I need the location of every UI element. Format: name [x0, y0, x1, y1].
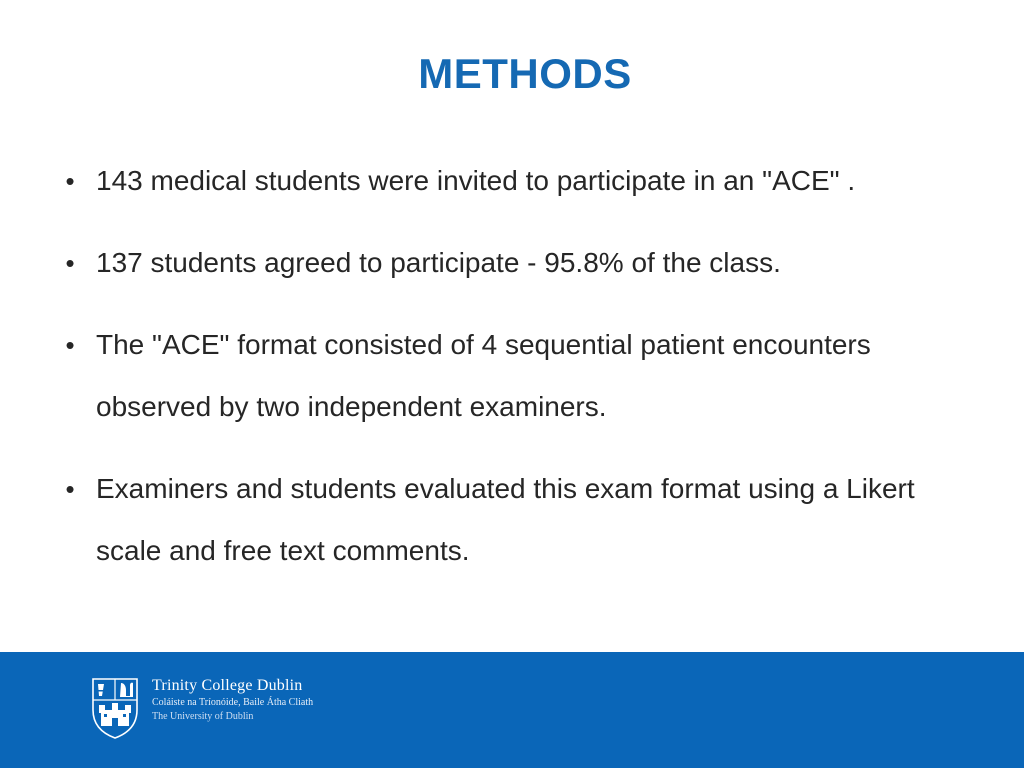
institution-logo	[90, 676, 313, 742]
bullet-text: The "ACE" format consisted of 4 sequential patient encounters observed by two independent examiners.	[96, 329, 871, 422]
crest-icon	[90, 676, 140, 740]
institution-name: Trinity College Dublin	[152, 677, 303, 694]
bullet-text: Examiners and students evaluated this exam format using a Likert scale and free text comments.	[96, 473, 915, 566]
bullet-item	[60, 314, 980, 438]
bullet-text: 143 medical students were invited to participate in an "ACE" .	[96, 165, 856, 196]
bullet-text: 137 students agreed to participate - 95.8% of the class.	[96, 247, 781, 278]
institution-irish-name: Coláiste na Tríonóide, Baile Átha Cliath	[152, 697, 314, 708]
footer-bar	[0, 652, 1024, 768]
logo-text	[152, 676, 313, 724]
bullet-item	[60, 150, 980, 212]
slide-title: METHODS	[418, 50, 632, 97]
bullet-dot-icon: •	[65, 248, 75, 278]
bullet-dot-icon: •	[65, 474, 75, 504]
bullet-dot-icon: •	[65, 330, 75, 360]
bullet-list	[60, 150, 980, 602]
institution-subtitle: The University of Dublin	[152, 711, 254, 722]
bullet-dot-icon: •	[65, 166, 75, 196]
bullet-item	[60, 458, 980, 582]
bullet-item	[60, 232, 980, 294]
